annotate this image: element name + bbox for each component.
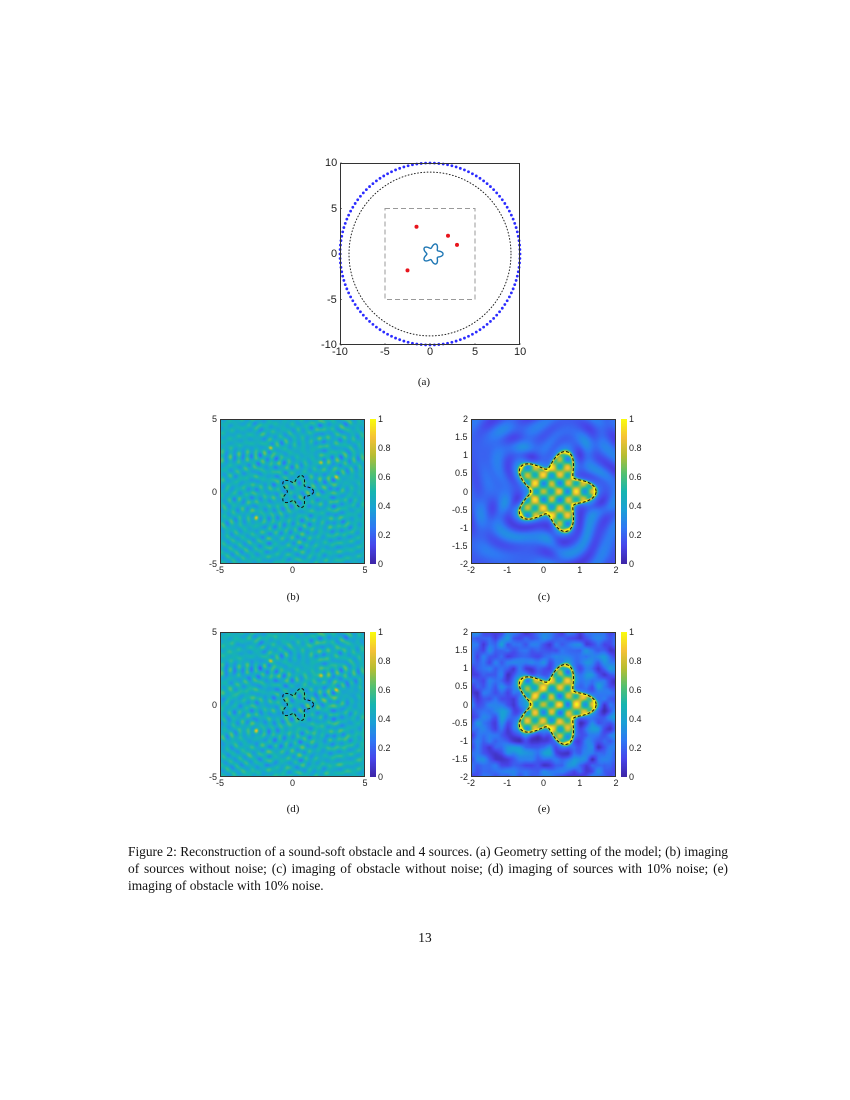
axes-frame <box>471 632 616 777</box>
colorbar-tick-label: 0 <box>378 772 384 782</box>
x-tick-label: 2 <box>613 565 619 575</box>
x-tick-label: 0 <box>541 778 547 788</box>
colorbar-tick-label: 0.8 <box>378 443 391 453</box>
x-tick-label: 5 <box>472 346 479 358</box>
colorbar <box>621 419 627 564</box>
figure-caption: Figure 2: Reconstruction of a sound-soft obstacle and 4 sources. (a) Geometry setting of the model; (b) imaging of sources without noise; (c) imaging of obstacle without noise; (d) imaging of sources with 10% noise; (e) imaging of obstacle with 10% noise. <box>128 844 728 893</box>
y-tick-label: -1.5 <box>452 540 468 551</box>
x-tick-label: 0 <box>427 346 434 358</box>
colorbar-tick-label: 0 <box>629 559 635 569</box>
y-tick-label: 0.5 <box>455 468 468 479</box>
colorbar <box>370 632 376 777</box>
colorbar-tick-label: 0.4 <box>378 714 391 724</box>
y-tick-label: 2 <box>463 414 469 424</box>
colorbar-tick-label: 0.2 <box>629 743 642 753</box>
y-tick-label: 2 <box>463 627 469 637</box>
y-tick-label: 0 <box>463 486 469 497</box>
y-tick-label: -1 <box>460 735 469 746</box>
colorbar-tick-label: 0.8 <box>629 443 642 453</box>
subfigure-label-b: (b) <box>286 591 300 603</box>
y-tick-label: 5 <box>212 627 218 637</box>
y-tick-label: 0.5 <box>455 681 468 692</box>
subfigure-label-e: (e) <box>537 803 551 815</box>
colorbar-tick-label: 0.6 <box>629 472 642 482</box>
y-tick-label: 1.5 <box>455 432 468 443</box>
subfigure-label-c: (c) <box>537 591 551 603</box>
y-tick-label: 5 <box>212 414 218 424</box>
x-tick-label: -1 <box>503 565 512 575</box>
colorbar-tick-label: 0.4 <box>629 714 642 724</box>
x-tick-label: -2 <box>467 565 476 575</box>
colorbar-tick-label: 0.2 <box>629 530 642 540</box>
x-tick-label: 1 <box>577 778 583 788</box>
y-tick-label: -5 <box>209 772 218 782</box>
axes-frame <box>340 163 520 345</box>
colorbar-tick-label: 0.6 <box>378 472 391 482</box>
y-tick-label: 5 <box>331 202 338 215</box>
page-number: 13 <box>418 930 432 945</box>
x-tick-label: -1 <box>503 778 512 788</box>
x-tick-label: 0 <box>541 565 547 575</box>
subfigure-label-d: (d) <box>286 803 300 815</box>
colorbar-tick-label: 0.8 <box>378 656 391 666</box>
y-tick-label: 0 <box>331 248 338 260</box>
y-tick-label: -1 <box>460 522 469 533</box>
x-tick-label: 5 <box>362 778 368 788</box>
x-tick-label: 2 <box>613 778 619 788</box>
x-tick-label: -5 <box>380 346 390 358</box>
x-tick-label: -5 <box>216 778 225 788</box>
colorbar-tick-label: 0 <box>378 559 384 569</box>
colorbar-tick-label: 0.2 <box>378 530 391 540</box>
y-tick-label: 1.5 <box>455 645 468 656</box>
colorbar-tick-label: 1 <box>378 627 384 637</box>
x-tick-label: 1 <box>577 565 583 575</box>
colorbar-tick-label: 0.4 <box>629 501 642 511</box>
x-tick-label: 0 <box>290 778 296 788</box>
colorbar <box>621 632 627 777</box>
colorbar <box>370 419 376 564</box>
y-tick-label: -0.5 <box>452 717 468 728</box>
colorbar-tick-label: 1 <box>629 414 635 424</box>
x-tick-label: 10 <box>514 346 527 358</box>
y-tick-label: 0 <box>212 699 218 710</box>
y-tick-label: -0.5 <box>452 504 468 515</box>
axes-frame <box>220 419 365 564</box>
subfigure-label-a: (a) <box>417 376 431 388</box>
y-tick-label: 0 <box>212 486 218 497</box>
colorbar-tick-label: 0.4 <box>378 501 391 511</box>
colorbar-tick-label: 1 <box>629 627 635 637</box>
x-tick-label: -2 <box>467 778 476 788</box>
x-tick-label: 5 <box>362 565 368 575</box>
y-tick-label: 1 <box>463 663 469 674</box>
y-tick-label: -1.5 <box>452 753 468 764</box>
colorbar-tick-label: 0.2 <box>378 743 391 753</box>
x-tick-label: 0 <box>290 565 296 575</box>
axes-frame <box>471 419 616 564</box>
colorbar-tick-label: 0.6 <box>378 685 391 695</box>
y-tick-label: -2 <box>460 559 469 569</box>
colorbar-tick-label: 1 <box>378 414 384 424</box>
colorbar-tick-label: 0.8 <box>629 656 642 666</box>
y-tick-label: 10 <box>325 157 338 169</box>
colorbar-tick-label: 0 <box>629 772 635 782</box>
x-tick-label: -5 <box>216 565 225 575</box>
x-tick-label: -10 <box>332 346 348 358</box>
axes-frame <box>220 632 365 777</box>
y-tick-label: -5 <box>209 559 218 569</box>
y-tick-label: -5 <box>327 293 337 306</box>
y-tick-label: 0 <box>463 699 469 710</box>
y-tick-label: 1 <box>463 450 469 461</box>
y-tick-label: -10 <box>321 339 337 351</box>
y-tick-label: -2 <box>460 772 469 782</box>
colorbar-tick-label: 0.6 <box>629 685 642 695</box>
